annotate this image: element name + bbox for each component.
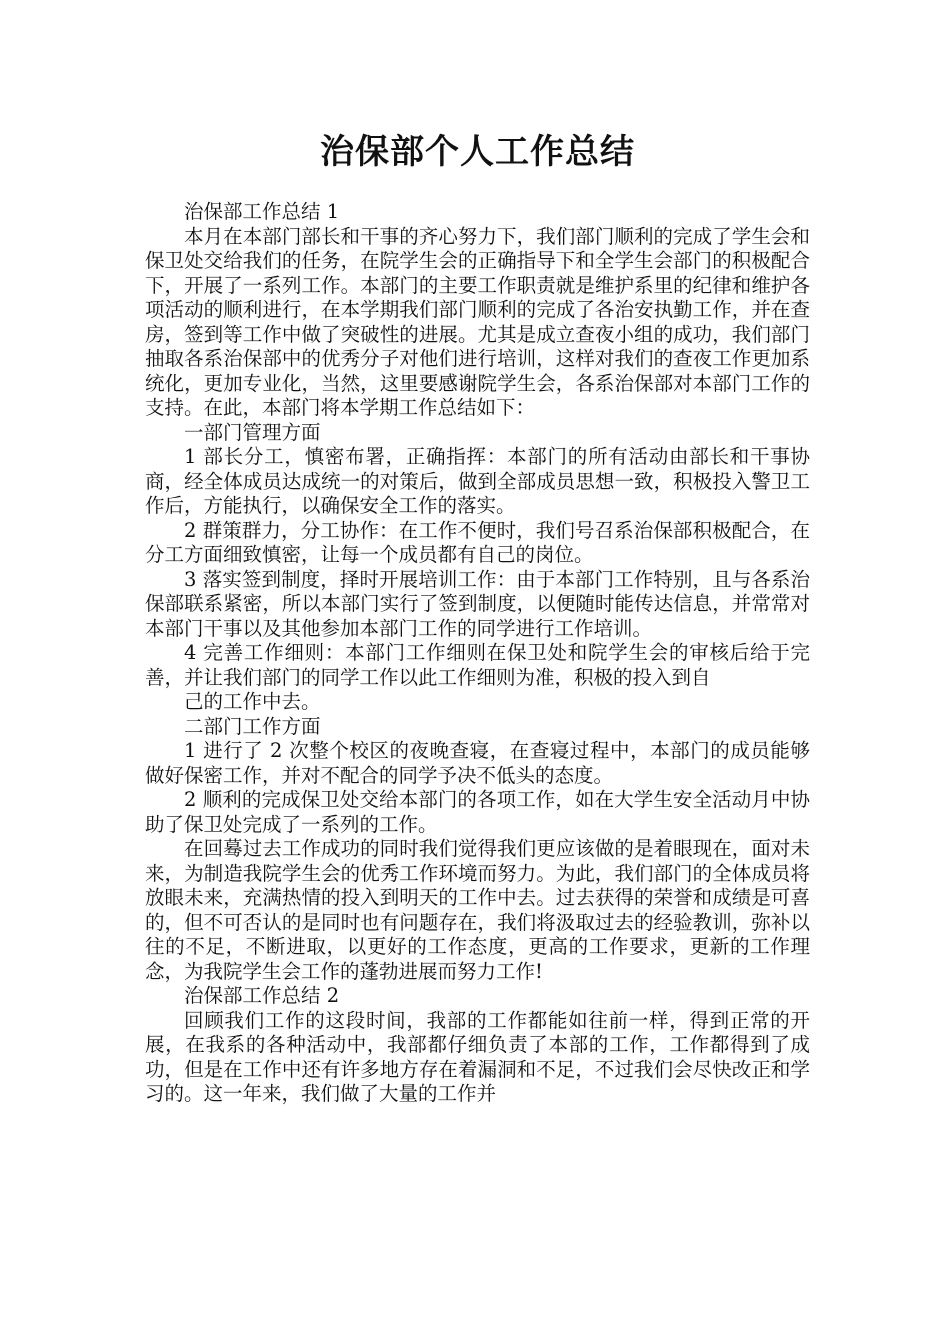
paragraph: 4 完善工作细则：本部门工作细则在保卫处和院学生会的审核后给于完善，并让我们部门的同学工作以此工作细则为准，积极的投入到自	[145, 641, 810, 689]
document-title: 治保部个人工作总结	[320, 132, 635, 172]
paragraph: 己的工作中去。	[184, 690, 321, 713]
paragraph: 3 落实签到制度，择时开展培训工作：由于本部门工作特别，且与各系治保部联系紧密，所以本部门实行了签到制度，以便随时能传达信息，并常常对本部门干事以及其他参加本部门工作的同学进行工作培训。	[145, 567, 810, 640]
section-heading: 二部门工作方面	[184, 714, 321, 738]
paragraph: 回顾我们工作的这段时间，我部的工作都能如往前一样，得到正常的开展，在我系的各种活动中，我部都仔细负责了本部的工作，工作都得到了成功，但是在工作中还有许多地方存在着漏洞和不足，不过我们会尽快改正和学习的。这一年来，我们做了大量的工作并	[145, 1008, 810, 1105]
paragraph: 2 顺利的完成保卫处交给本部门的各项工作，如在大学生安全活动月中协助了保卫处完成了一系列的工作。	[145, 788, 810, 836]
paragraph: 1 进行了 2 次整个校区的夜晚查寝，在查寝过程中，本部门的成员能够做好保密工作，并对不配合的同学予决不低头的态度。	[145, 739, 810, 787]
section-heading: 一部门管理方面	[184, 420, 321, 444]
paragraph: 2 群策群力，分工协作：在工作不便时，我们号召系治保部积极配合，在分工方面细致慎密，让每一个成员都有自己的岗位。	[145, 518, 810, 566]
paragraph: 本月在本部门部长和干事的齐心努力下，我们部门顺利的完成了学生会和保卫处交给我们的任务，在院学生会的正确指导下和全学生会部门的积极配合下，开展了一系列工作。本部门的主要工作职责就是维护系里的纪律和维护各项活动的顺利进行，在本学期我们部门顺利的完成了各治安执勤工作，并在查房，签到等工作中做了突破性的进展。尤其是成立查夜小组的成功，我们部门抽取各系治保部中的优秀分子对他们进行培训，这样对我们的查夜工作更加系统化，更加专业化，当然，这里要感谢院学生会，各系治保部对本部门工作的支持。在此，本部门将本学期工作总结如下：	[145, 224, 810, 419]
paragraph: 在回蓦过去工作成功的同时我们觉得我们更应该做的是着眼现在，面对未来，为制造我院学生会的优秀工作环境而努力。为此，我们部门的全体成员将放眼未来，充满热情的投入到明天的工作中去。过去获得的荣誉和成绩是可喜的，但不可否认的是同时也有问题存在，我们将汲取过去的经验教训，弥补以往的不足，不断进取，以更好的工作态度，更高的工作要求，更新的工作理念，为我院学生会工作的蓬勃进展而努力工作!	[145, 837, 810, 983]
paragraph: 1 部长分工，慎密布署，正确指挥：本部门的所有活动由部长和干事协商，经全体成员达成统一的对策后，做到全部成员思想一致，积极投入警卫工作后，方能执行，以确保安全工作的落实。	[145, 445, 810, 517]
document-body	[145, 200, 810, 1107]
section-heading: 治保部工作总结 1	[184, 200, 340, 223]
section-heading: 治保部工作总结 2	[184, 984, 340, 1007]
